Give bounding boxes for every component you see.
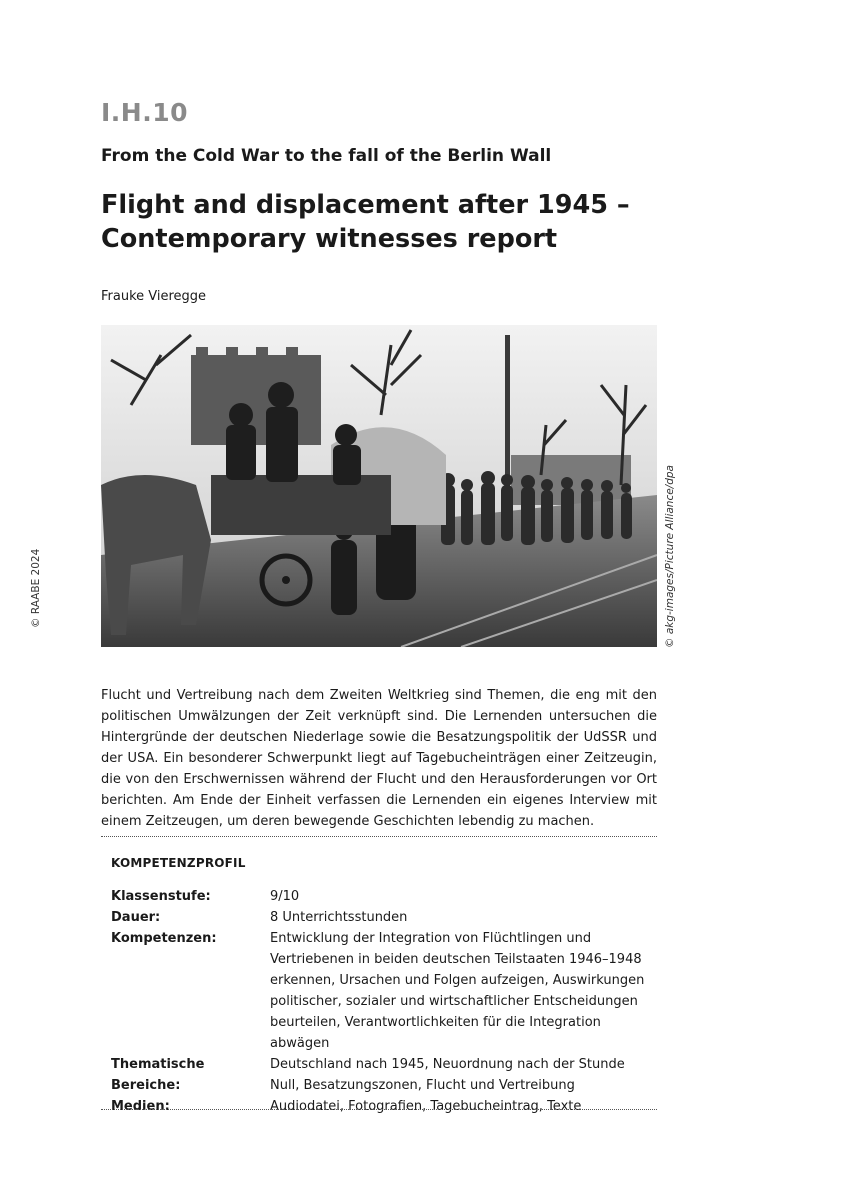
kp-row-kompetenzen [111, 928, 651, 1054]
kp-row-medien [111, 1096, 651, 1117]
kp-label: Klassenstufe: [111, 889, 211, 904]
author-name: Frauke Vieregge [101, 289, 207, 304]
kp-row-thematische-bereiche [111, 1054, 651, 1096]
intro-paragraph: Flucht und Vertreibung nach dem Zweiten Weltkrieg sind Themen, die eng mit den politischen Umwälzungen der Zeit verknüpft sind. Die Lernenden untersuchen die Hintergründe der deutschen Niederlage sowie die Besatzungspolitik der UdSSR und der USA. Ein besonderer Schwerpunkt liegt auf Tagebucheinträgen einer Zeitzeugin, die von den Erschwernissen während der Flucht und den Herausforderungen vor Ort berichten. Am Ende der Einheit verfassen die Lernenden ein eigenes Interview mit einem Zeitzeugen, um deren bewegende Geschichten lebendig zu machen. [101, 688, 657, 829]
kp-value: Entwicklung der Integration von Flüchtlingen und Vertriebenen in beiden deutschen Teilstaaten 1946–1948 erkennen, Ursachen und Folgen aufzeigen, Auswirkungen politischer, sozialer und wirtschaftlicher Entscheidungen beurteilen, Verantwortlichkeiten für die Integration abwägen [270, 931, 645, 1051]
series-title: From the Cold War to the fall of the Berlin Wall [101, 146, 552, 166]
title-line-2: Contemporary witnesses report [101, 224, 558, 254]
refugee-trek-photo [101, 325, 657, 647]
kompetenzprofil-table [111, 886, 651, 1117]
kp-value: Deutschland nach 1945, Neuordnung nach der Stunde Null, Besatzungszonen, Flucht und Vertreibung [270, 1057, 625, 1093]
kompetenzprofil-heading: KOMPETENZPROFIL [111, 856, 246, 870]
kp-label: Dauer: [111, 910, 161, 925]
title-line-1: Flight and displacement after 1945 – [101, 190, 630, 220]
kp-row-klassenstufe [111, 886, 651, 907]
divider-top [101, 836, 657, 837]
kp-label: Thematische Bereiche: [111, 1057, 205, 1093]
unit-code: I.H.10 [101, 98, 189, 127]
page-title [101, 188, 661, 256]
kp-label: Kompetenzen: [111, 931, 217, 946]
photo-credit: © akg-images/Picture Alliance/dpa [664, 465, 676, 648]
kp-label: Medien: [111, 1099, 170, 1114]
divider-bottom [101, 1109, 657, 1110]
kp-value: 8 Unterrichtsstunden [270, 910, 408, 925]
kp-value: 9/10 [270, 889, 300, 904]
photo-illustration [101, 325, 657, 647]
kp-row-dauer [111, 907, 651, 928]
kp-value: Audiodatei, Fotografien, Tagebucheintrag, Texte [270, 1099, 582, 1114]
copyright-notice: © RAABE 2024 [30, 548, 42, 628]
